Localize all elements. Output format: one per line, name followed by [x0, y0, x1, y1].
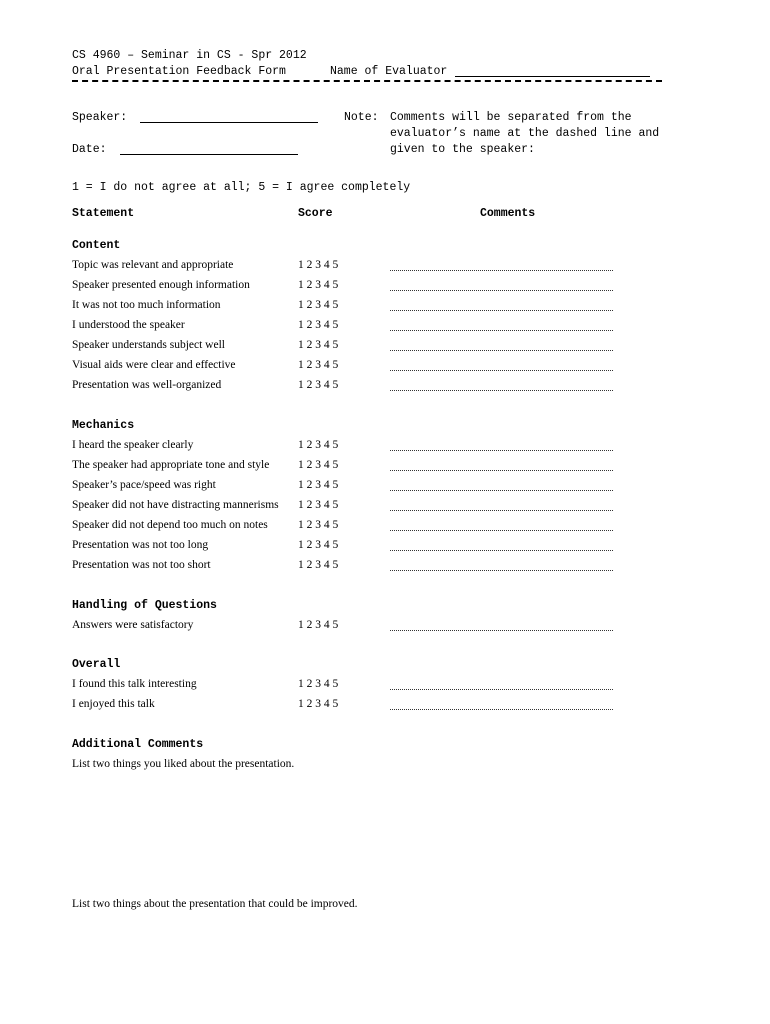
comment-line[interactable]	[390, 630, 613, 631]
statement-mechanics-7: Presentation was not too short	[72, 559, 211, 571]
statement-mechanics-1: I heard the speaker clearly	[72, 439, 194, 451]
comment-line[interactable]	[390, 689, 613, 690]
column-header-score: Score	[298, 207, 333, 220]
score-scale[interactable]: 1 2 3 4 5	[298, 479, 339, 491]
statement-content-3: It was not too much information	[72, 299, 221, 311]
comment-line[interactable]	[390, 570, 613, 571]
comment-line[interactable]	[390, 470, 613, 471]
comment-line[interactable]	[390, 510, 613, 511]
tear-off-dashed-line	[72, 80, 662, 82]
comment-line[interactable]	[390, 330, 613, 331]
liked-answer-area[interactable]	[72, 776, 662, 886]
comment-line[interactable]	[390, 290, 613, 291]
statement-overall-1: I found this talk interesting	[72, 678, 197, 690]
evaluator-name-field[interactable]	[455, 66, 650, 77]
score-scale[interactable]: 1 2 3 4 5	[298, 379, 339, 391]
additional-prompt-improved: List two things about the presentation that could be improved.	[72, 898, 358, 910]
improved-answer-area[interactable]	[72, 916, 662, 1006]
comment-line[interactable]	[390, 709, 613, 710]
score-scale[interactable]: 1 2 3 4 5	[298, 359, 339, 371]
course-line: CS 4960 – Seminar in CS - Spr 2012	[72, 49, 307, 62]
scale-legend: 1 = I do not agree at all; 5 = I agree completely	[72, 181, 411, 194]
section-title-additional: Additional Comments	[72, 738, 204, 751]
comment-line[interactable]	[390, 550, 613, 551]
statement-content-7: Presentation was well-organized	[72, 379, 222, 391]
section-title-overall: Overall	[72, 658, 121, 671]
statement-mechanics-5: Speaker did not depend too much on notes	[72, 519, 268, 531]
section-title-questions: Handling of Questions	[72, 599, 217, 612]
score-scale[interactable]: 1 2 3 4 5	[298, 439, 339, 451]
comment-line[interactable]	[390, 530, 613, 531]
score-scale[interactable]: 1 2 3 4 5	[298, 299, 339, 311]
score-scale[interactable]: 1 2 3 4 5	[298, 539, 339, 551]
form-title: Oral Presentation Feedback Form	[72, 65, 286, 78]
note-line-3: given to the speaker:	[390, 143, 535, 156]
statement-content-2: Speaker presented enough information	[72, 279, 250, 291]
statement-mechanics-6: Presentation was not too long	[72, 539, 209, 551]
score-scale[interactable]: 1 2 3 4 5	[298, 559, 339, 571]
statement-mechanics-4: Speaker did not have distracting mannerisms	[72, 499, 279, 511]
comment-line[interactable]	[390, 390, 613, 391]
score-scale[interactable]: 1 2 3 4 5	[298, 279, 339, 291]
statement-content-1: Topic was relevant and appropriate	[72, 259, 234, 271]
score-scale[interactable]: 1 2 3 4 5	[298, 319, 339, 331]
comment-line[interactable]	[390, 270, 613, 271]
date-label: Date:	[72, 143, 107, 156]
score-scale[interactable]: 1 2 3 4 5	[298, 619, 339, 631]
speaker-field[interactable]	[140, 112, 318, 123]
score-scale[interactable]: 1 2 3 4 5	[298, 698, 339, 710]
score-scale[interactable]: 1 2 3 4 5	[298, 519, 339, 531]
score-scale[interactable]: 1 2 3 4 5	[298, 499, 339, 511]
section-title-mechanics: Mechanics	[72, 419, 135, 432]
comment-line[interactable]	[390, 450, 613, 451]
statement-content-6: Visual aids were clear and effective	[72, 359, 236, 371]
statement-questions-1: Answers were satisfactory	[72, 619, 194, 631]
comment-line[interactable]	[390, 370, 613, 371]
comment-line[interactable]	[390, 310, 613, 311]
score-scale[interactable]: 1 2 3 4 5	[298, 259, 339, 271]
statement-overall-2: I enjoyed this talk	[72, 698, 155, 710]
comment-line[interactable]	[390, 350, 613, 351]
statement-content-5: Speaker understands subject well	[72, 339, 225, 351]
date-field[interactable]	[120, 144, 298, 155]
column-header-statement: Statement	[72, 207, 135, 220]
score-scale[interactable]: 1 2 3 4 5	[298, 339, 339, 351]
note-label: Note:	[344, 111, 379, 124]
note-line-2: evaluator’s name at the dashed line and	[390, 127, 660, 140]
note-line-1: Comments will be separated from the	[390, 111, 632, 124]
column-header-comments: Comments	[480, 207, 536, 220]
score-scale[interactable]: 1 2 3 4 5	[298, 459, 339, 471]
speaker-label: Speaker:	[72, 111, 128, 124]
section-title-content: Content	[72, 239, 121, 252]
statement-mechanics-3: Speaker’s pace/speed was right	[72, 479, 216, 491]
comment-line[interactable]	[390, 490, 613, 491]
statement-content-4: I understood the speaker	[72, 319, 185, 331]
statement-mechanics-2: The speaker had appropriate tone and style	[72, 459, 270, 471]
score-scale[interactable]: 1 2 3 4 5	[298, 678, 339, 690]
evaluator-label: Name of Evaluator	[330, 65, 448, 78]
additional-prompt-liked: List two things you liked about the presentation.	[72, 758, 295, 770]
